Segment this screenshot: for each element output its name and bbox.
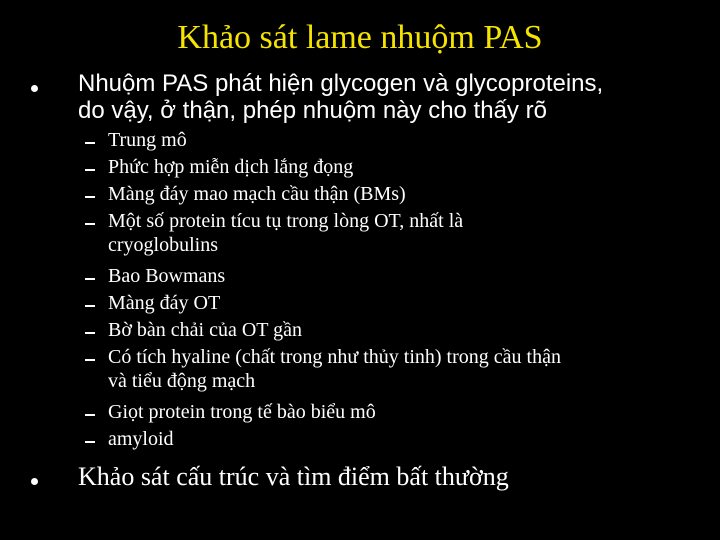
dash-icon [85,332,95,334]
dash-icon [85,278,95,280]
bullet-dot-icon [31,85,38,92]
sub-item-8-cont: và tiểu động mạch [108,370,256,392]
sub-item-5: Bao Bowmans [108,265,226,287]
dash-icon [85,223,95,225]
bullet-dot-icon [31,478,38,485]
dash-icon [85,142,95,144]
sub-item-8: Có tích hyaline (chất trong như thủy tinh) trong cầu thận [108,346,561,368]
sub-item-9: Giọt protein trong tế bào biểu mô [108,401,376,423]
bullet-2-line-1: Khảo sát cấu trúc và tìm điểm bất thường [78,462,509,491]
dash-icon [85,441,95,443]
sub-item-2: Phức hợp miễn dịch lắng đọng [108,156,354,178]
sub-item-6: Màng đáy OT [108,292,221,314]
sub-item-4-cont: cryoglobulins [108,234,218,256]
bullet-1-line-1: Nhuộm PAS phát hiện glycogen và glycoproteins, [78,70,604,97]
bullet-1-line-2: do vậy, ở thận, phép nhuộm này cho thấy rõ [78,97,547,124]
sub-item-1: Trung mô [108,129,187,151]
dash-icon [85,169,95,171]
slide-title: Khảo sát lame nhuộm PAS [177,19,543,56]
sub-item-4: Một số protein tícu tụ trong lòng OT, nhất là [108,210,464,232]
sub-item-7: Bờ bàn chải của OT gần [108,319,303,341]
dash-icon [85,196,95,198]
dash-icon [85,305,95,307]
sub-item-3: Màng đáy mao mạch cầu thận (BMs) [108,183,406,205]
sub-item-10: amyloid [108,428,174,450]
dash-icon [85,359,95,361]
dash-icon [85,414,95,416]
